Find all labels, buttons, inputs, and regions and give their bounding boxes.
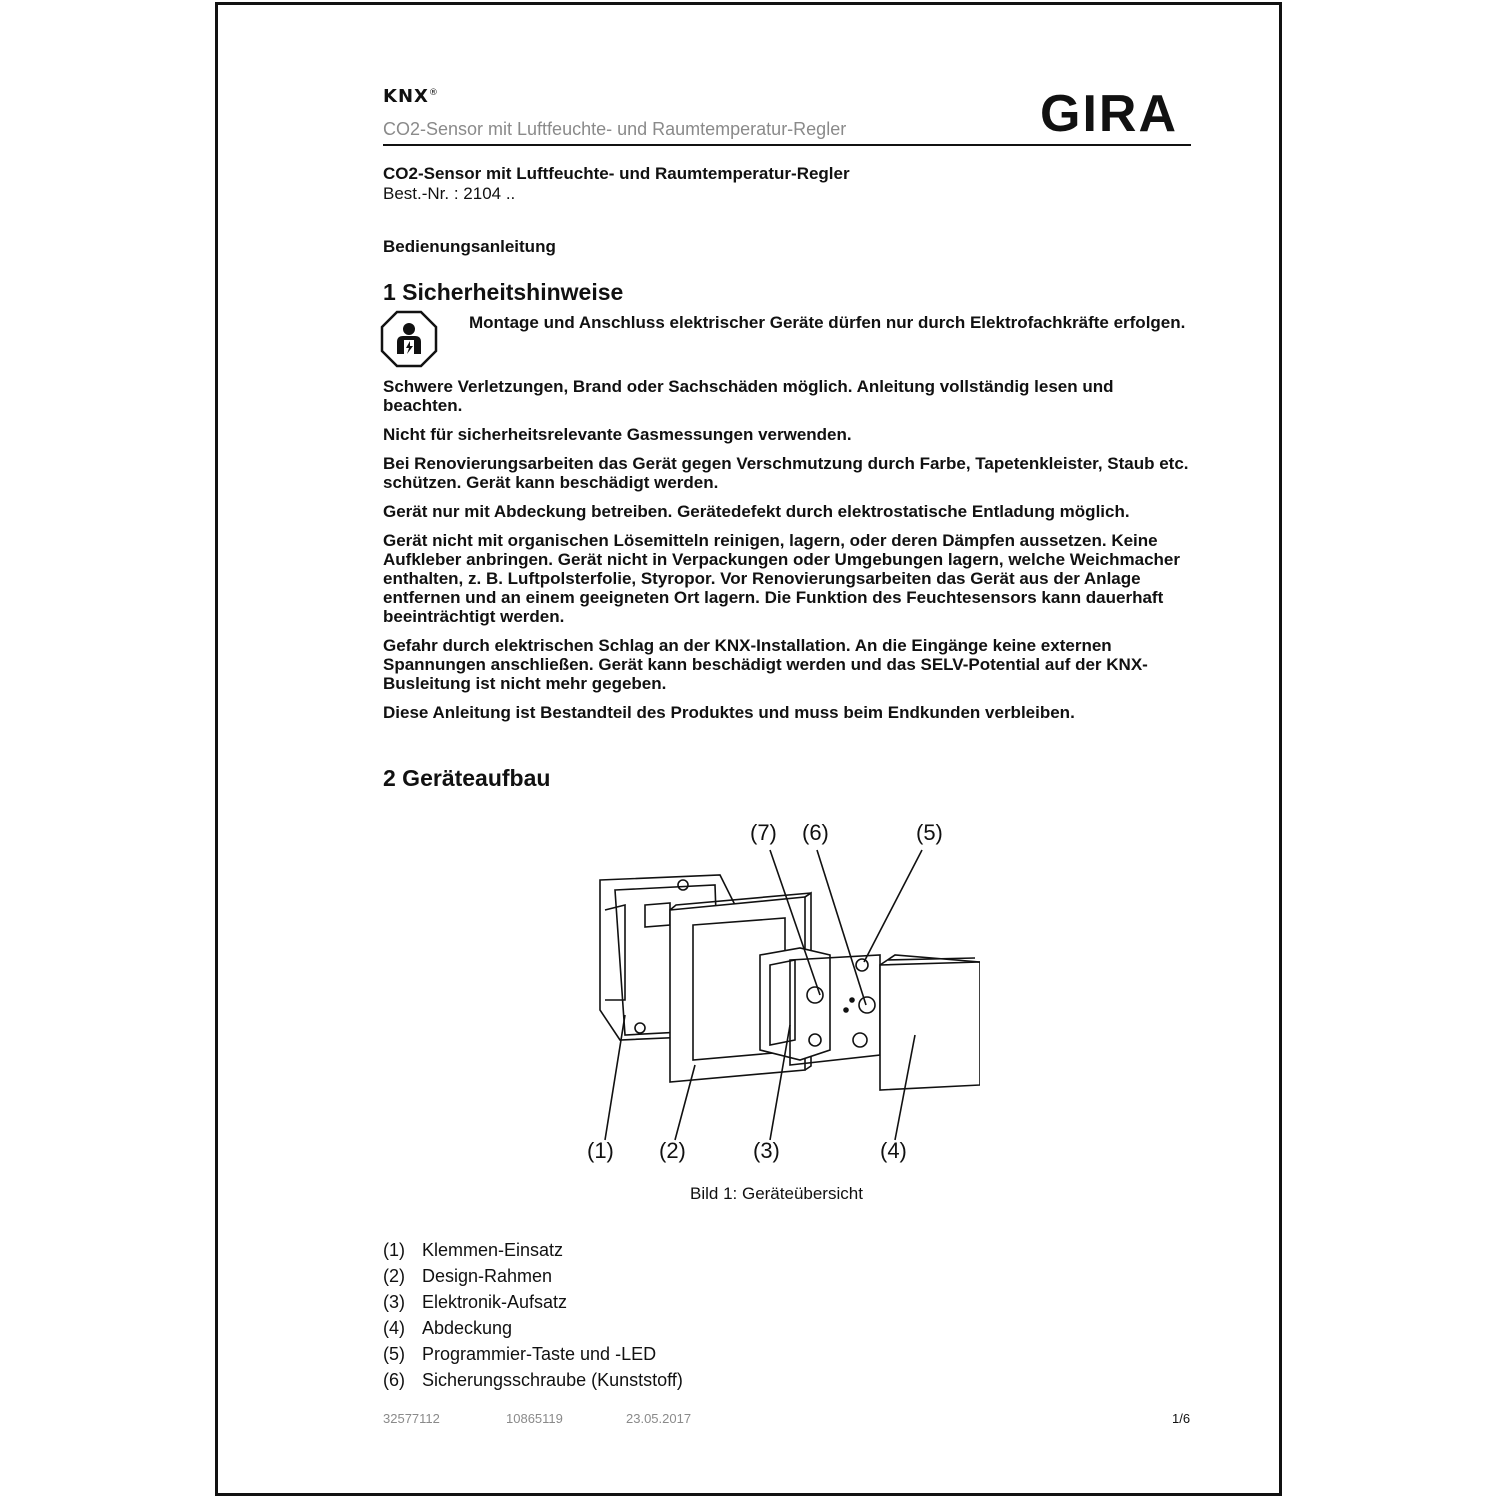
- footer-doc-id: 32577112: [383, 1411, 440, 1426]
- legend-item: (2) Design-Rahmen: [383, 1266, 553, 1286]
- order-number: Best.-Nr. : 2104 ..: [383, 184, 516, 203]
- component-legend: [383, 1237, 683, 1393]
- callout-1: (1): [587, 1138, 614, 1163]
- document-title: CO2-Sensor mit Luftfeuchte- und Raumtemperatur-Regler: [383, 164, 850, 183]
- callout-3: (3): [753, 1138, 780, 1163]
- safety-paragraph: Gefahr durch elektrischen Schlag an der KNX-Installation. An die Eingänge keine externen Spannungen anschließen. Gerät kann beschädigt werden und das SELV-Potential auf der KNX-Busleitung ist nicht mehr gegeben.: [383, 636, 1148, 693]
- header-rule: [383, 144, 1191, 146]
- legend-item: (5) Programmier-Taste und -LED: [383, 1344, 657, 1364]
- callout-5: (5): [916, 820, 943, 845]
- safety-paragraph: Gerät nicht mit organischen Lösemitteln reinigen, lagern, oder deren Dämpfen aussetzen. Keine Aufkleber anbringen. Gerät nicht in Verpackungen oder Umgebungen lagern, welche Weichmacher enthalten, z. B. Luftpolsterfolie, Styropor. Vor Renovierungsarbeiten das Gerät aus der Anlage entfernen und an einem geeigneten Ort lagern. Die Funktion des Feuchtesensors kann dauerhaft beeinträchtigt werden.: [383, 531, 1180, 626]
- legend-item: (1) Klemmen-Einsatz: [383, 1240, 564, 1260]
- brand-logo: GIRA: [1040, 85, 1178, 143]
- document-type: Bedienungsanleitung: [383, 237, 556, 256]
- page: [215, 2, 1282, 1496]
- callout-6: (6): [802, 820, 829, 845]
- footer-date: 23.05.2017: [626, 1411, 692, 1426]
- footer-ref: 10865119: [506, 1411, 563, 1426]
- legend-item: (6) Sicherungsschraube (Kunststoff): [383, 1370, 683, 1390]
- electrician-warning-icon: [380, 310, 438, 368]
- legend-item: (4) Abdeckung: [383, 1318, 513, 1338]
- page-number: 1/6: [1172, 1411, 1191, 1426]
- device-overview-figure: [560, 820, 980, 1170]
- knx-logo: KNX®: [383, 86, 439, 107]
- safety-paragraph: Diese Anleitung ist Bestandteil des Produktes und muss beim Endkunden verbleiben.: [383, 703, 1075, 722]
- callout-7: (7): [750, 820, 777, 845]
- callout-4: (4): [880, 1138, 907, 1163]
- safety-paragraph: Gerät nur mit Abdeckung betreiben. Gerätedefekt durch elektrostatische Entladung möglich.: [383, 502, 1130, 521]
- section-2-heading: 2 Geräteaufbau: [383, 765, 551, 791]
- installer-warning: Montage und Anschluss elektrischer Geräte dürfen nur durch Elektrofachkräfte erfolgen.: [469, 313, 1186, 332]
- header-subtitle: CO2-Sensor mit Luftfeuchte- und Raumtemperatur-Regler: [383, 119, 847, 139]
- figure-caption: Bild 1: Geräteübersicht: [690, 1184, 863, 1203]
- safety-paragraph: Bei Renovierungsarbeiten das Gerät gegen Verschmutzung durch Farbe, Tapetenkleister, Staub etc. schützen. Gerät kann beschädigt werden.: [383, 454, 1189, 492]
- safety-paragraph: Nicht für sicherheitsrelevante Gasmessungen verwenden.: [383, 425, 852, 444]
- safety-notes: [383, 377, 1193, 732]
- safety-paragraph: Schwere Verletzungen, Brand oder Sachschäden möglich. Anleitung vollständig lesen und beachten.: [383, 377, 1114, 415]
- callout-2: (2): [659, 1138, 686, 1163]
- legend-item: (3) Elektronik-Aufsatz: [383, 1292, 568, 1312]
- section-1-heading: 1 Sicherheitshinweise: [383, 279, 624, 305]
